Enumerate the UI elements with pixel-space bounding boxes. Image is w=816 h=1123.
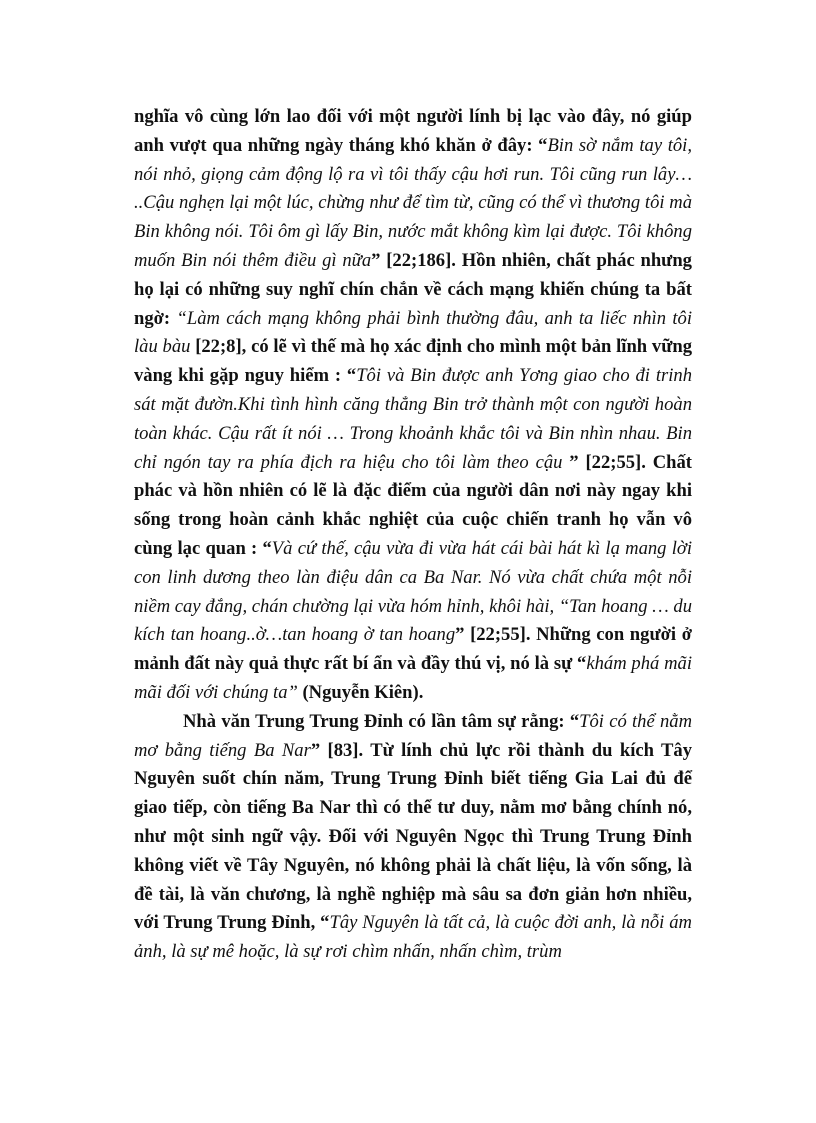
text-run: ” [22;55]. Những con người ở mảnh đất này quả thực rất bí ẩn và đầy thú vị, nó là sự “ [134, 624, 692, 675]
quote: Bin sờ nắm tay tôi, nói nhỏ, giọng cảm động lộ ra vì tôi thấy cậu hơi run. Tôi cũng run lây… ..Cậu nghẹn lại một lúc, chừng như để tìm từ, cũng có thể vì thương tôi mà Bin không nói. Tôi ôm gì lấy Bin, nước mắt không kìm lại được. Tôi không muốn Bin nói thêm điều gì nữa [134, 134, 692, 271]
text-run: ” [83]. Từ lính chủ lực rồi thành du kích Tây Nguyên suốt chín năm, Trung Trung Đỉnh biết tiếng Gia Lai đủ để giao tiếp, còn tiếng Ba Nar thì có thể tư duy, nằm mơ bằng chính nó, như một sinh ngữ vậy. Đối với Nguyên Ngọc thì Trung Trung Đỉnh không viết về Tây Nguyên, nó không phải là chất liệu, là vốn sống, là đề tài, là văn chương, là nghề nghiệp mà sâu sa đơn giản hơn nhiều, với Trung Trung Đỉnh, “ [134, 739, 693, 934]
quote: Và cứ thế, cậu vừa đi vừa hát cái bài hát kì lạ mang lời con linh dương theo làn điệu dân ca Ba Nar. Nó vừa chất chứa một nỗi niềm cay đắng, chán chường lại vừa hóm hỉnh, khôi hài, “Tan hoang … du kích tan hoang..ờ…tan hoang ờ tan hoang [134, 537, 692, 646]
quote: Tây Nguyên là tất cả, là cuộc đời anh, là nỗi ám ảnh, là sự mê hoặc, là sự rơi chìm nhấn, nhấn chìm, trùm [134, 912, 692, 963]
quote: “Làm cách mạng không phải bình thường đâu, anh ta liếc nhìn tôi làu bàu [134, 307, 692, 358]
text-run: [22;8], có lẽ vì thế mà họ xác định cho mình một bản lĩnh vững vàng khi gặp nguy hiểm : “ [134, 336, 692, 387]
quote: Tôi và Bin được anh Yơng giao cho đi trinh sát mặt đườn.Khi tình hình căng thẳng Bin trở thành một con người hoàn toàn khác. Cậu rất ít nói … Trong khoảnh khắc tôi và Bin nhìn nhau. Bin chỉ ngón tay ra phía địch ra hiệu cho tôi làm theo cậu [134, 365, 692, 473]
quote: Tôi có thể nằm mơ bằng tiếng Ba Nar [134, 710, 692, 761]
text-run: Nhà văn Trung Trung Đỉnh có lần tâm sự rằng: “ [183, 710, 580, 732]
paragraph-2 [134, 708, 692, 967]
paragraph-1 [134, 103, 692, 708]
text-run: ” [22;186]. Hồn nhiên, chất phác nhưng họ lại có những suy nghĩ chín chắn về cách mạng khiến chúng ta bất ngờ: [134, 249, 692, 329]
body-text [134, 103, 692, 967]
quote: khám phá mãi mãi đối với chúng ta” [134, 653, 692, 703]
text-run: ” [22;55]. Chất phác và hồn nhiên có lẽ là đặc điểm của người dân nơi này ngay khi sống trong hoàn cảnh khắc nghiệt của cuộc chiến tranh họ vẫn vô cùng lạc quan : “ [134, 451, 693, 559]
text-run: (Nguyễn Kiên). [297, 681, 424, 703]
text-run: nghĩa vô cùng lớn lao đối với một người lính bị lạc vào đây, nó giúp anh vượt qua những ngày tháng khó khăn ở đây: “ [134, 106, 692, 156]
